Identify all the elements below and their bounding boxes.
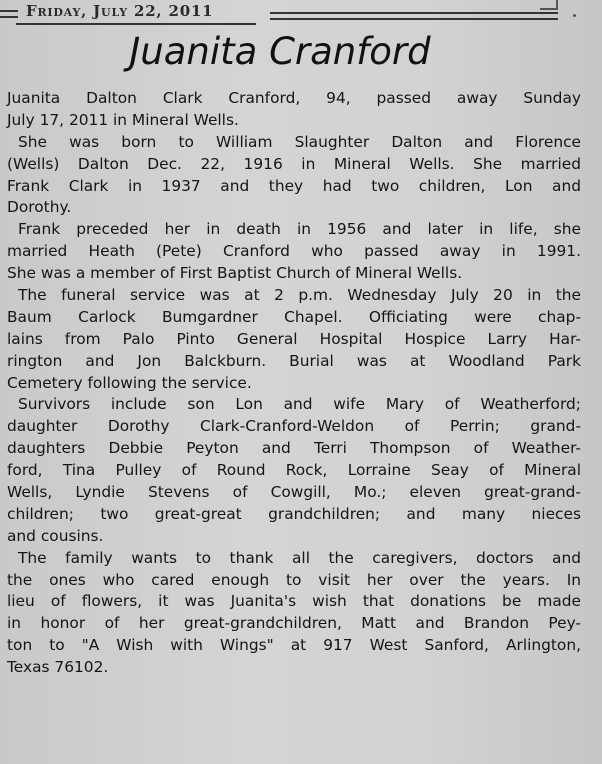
body-line: ford, Tina Pulley of Round Rock, Lorraine Seay of Mineral bbox=[7, 461, 581, 480]
dateline-underline bbox=[16, 23, 256, 25]
publication-date: Friday, July 22, 2011 bbox=[26, 2, 214, 20]
body-line: children; two great-great grandchildren; and many nieces bbox=[7, 504, 581, 523]
body-line: (Wells) Dalton Dec. 22, 1916 in Mineral Wells. She married bbox=[7, 154, 581, 173]
body-line: July 17, 2011 in Mineral Wells. bbox=[7, 110, 239, 129]
body-line: rington and Jon Balckburn. Burial was at Woodland Park bbox=[7, 351, 581, 370]
body-line: The funeral service was at 2 p.m. Wednesday July 20 in the bbox=[18, 286, 581, 305]
dateline-rule-corner bbox=[540, 0, 558, 10]
body-line: lieu of flowers, it was Juanita's wish that donations be made bbox=[7, 592, 581, 611]
body-line: in honor of her great-grandchildren, Matt and Brandon Pey- bbox=[7, 614, 581, 633]
body-line: daughter Dorothy Clark-Cranford-Weldon of Perrin; grand- bbox=[7, 417, 581, 436]
body-line: daughters Debbie Peyton and Terri Thompson of Weather- bbox=[7, 439, 581, 458]
obituary-headline: Juanita Cranford bbox=[129, 30, 431, 73]
body-line: Cemetery following the service. bbox=[7, 373, 252, 392]
body-line: Baum Carlock Bumgardner Chapel. Officiating were chap- bbox=[7, 307, 581, 326]
print-speck bbox=[573, 14, 576, 17]
body-line: The family wants to thank all the caregivers, doctors and bbox=[18, 548, 581, 567]
body-line: Frank preceded her in death in 1956 and later in life, she bbox=[18, 220, 581, 239]
body-line: lains from Palo Pinto General Hospital Hospice Larry Har- bbox=[7, 329, 581, 348]
body-line: She was born to William Slaughter Dalton and Florence bbox=[18, 132, 581, 151]
body-line: Dorothy. bbox=[7, 198, 72, 217]
body-line: and cousins. bbox=[7, 526, 104, 545]
body-line: Juanita Dalton Clark Cranford, 94, passed away Sunday bbox=[7, 89, 581, 107]
body-line: Frank Clark in 1937 and they had two children, Lon and bbox=[7, 176, 581, 195]
body-line: ton to "A Wish with Wings" at 917 West Sanford, Arlington, bbox=[7, 636, 581, 655]
body-line: the ones who cared enough to visit her over the years. In bbox=[7, 570, 581, 589]
dateline-left-rule bbox=[0, 10, 18, 18]
body-line: Wells, Lyndie Stevens of Cowgill, Mo.; eleven great-grand- bbox=[7, 483, 581, 502]
obituary-body bbox=[7, 88, 581, 679]
dateline bbox=[0, 0, 602, 32]
body-line: She was a member of First Baptist Church of Mineral Wells. bbox=[7, 264, 463, 283]
body-line: Texas 76102. bbox=[7, 658, 109, 677]
dateline-right-rule bbox=[270, 12, 558, 20]
body-line: Survivors include son Lon and wife Mary of Weatherford; bbox=[18, 395, 581, 414]
body-line: married Heath (Pete) Cranford who passed away in 1991. bbox=[7, 242, 581, 261]
